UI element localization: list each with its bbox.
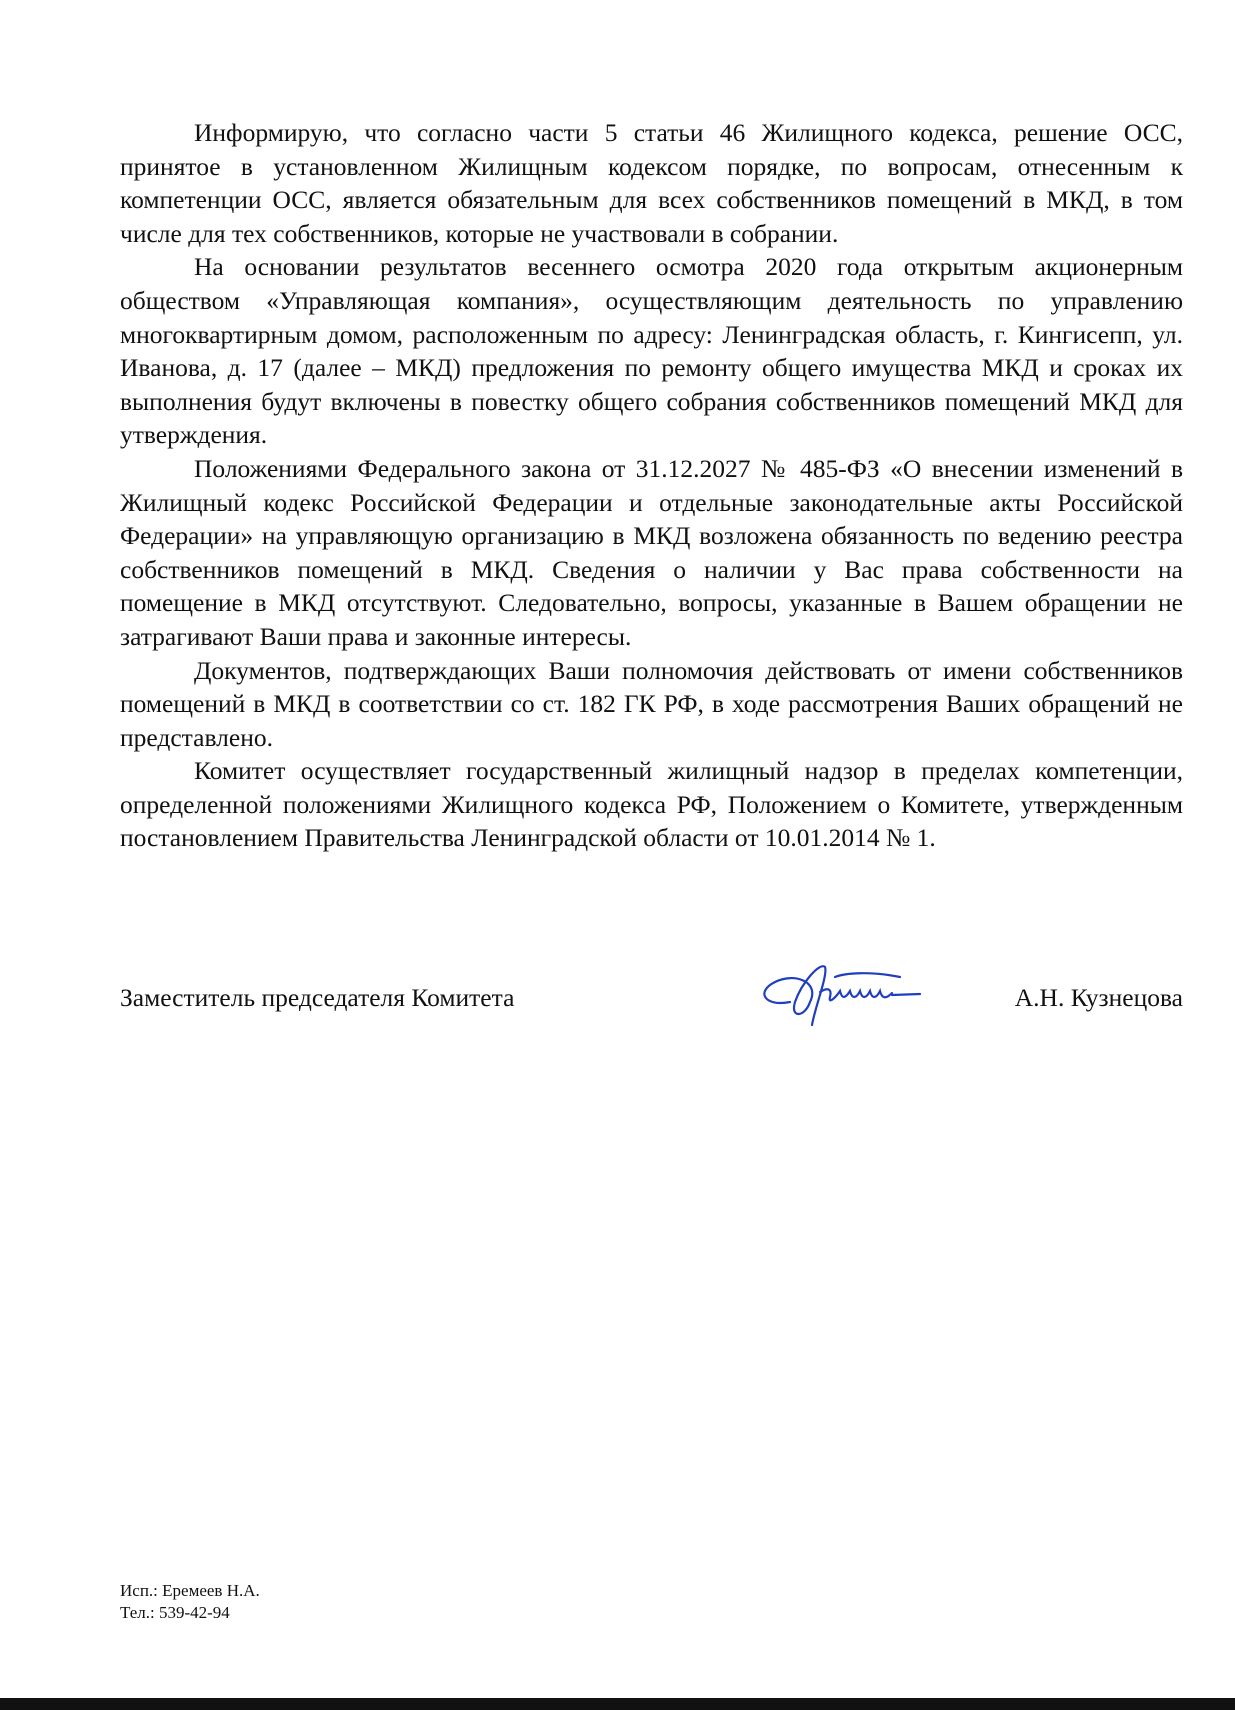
- executor-phone: Тел.: 539-42-94: [120, 1603, 230, 1622]
- paragraph: Комитет осуществляет государственный жилищный надзор в пределах компетенции, определенной положениями Жилищного кодекса РФ, Положением о Комитете, утвержденным постановлением Правительства Ленинградской области от 10.01.2014 № 1.: [120, 756, 1183, 853]
- handwritten-signature: [750, 947, 940, 1037]
- signer-title: Заместитель председателя Комитета: [120, 983, 515, 1012]
- letter-body: [120, 116, 1183, 855]
- scan-edge: [0, 1698, 1235, 1710]
- paragraph: Документов, подтверждающих Ваши полномочия действовать от имени собственников помещений в МКД в соответствии со ст. 182 ГК РФ, в ходе рассмотрения Ваших обращений не представлено.: [120, 655, 1183, 752]
- signer-name: А.Н. Кузнецова: [1014, 983, 1183, 1012]
- paragraph: Информирую, что согласно части 5 статьи 46 Жилищного кодекса, решение ОСС, принятое в установленном Жилищным кодексом порядке, по вопросам, отнесенным к компетенции ОСС, является обязательным для всех собственников помещений в МКД, в том числе для тех собственников, которые не участвовали в собрании.: [120, 118, 1183, 248]
- executor-footer: [120, 1580, 260, 1624]
- paragraph: На основании результатов весеннего осмотра 2020 года открытым акционерным обществом «Управляющая компания», осуществляющим деятельность по управлению многоквартирным домом, расположенным по адресу: Ленинградская область, г. Кингисепп, ул. Иванова, д. 17 (далее – МКД) предложения по ремонту общего имущества МКД и сроках их выполнения будут включены в повестку общего собрания собственников помещений МКД для утверждения.: [120, 252, 1183, 450]
- executor-name: Исп.: Еремеев Н.А.: [120, 1581, 260, 1600]
- paragraph: Положениями Федерального закона от 31.12.2027 № 485-ФЗ «О внесении изменений в Жилищный кодекс Российской Федерации и отдельные законодательные акты Российской Федерации» на управляющую организацию в МКД возложена обязанность по ведению реестра собственников помещений в МКД. Сведения о наличии у Вас права собственности на помещение в МКД отсутствуют. Следовательно, вопросы, указанные в Вашем обращении не затрагивают Ваши права и законные интересы.: [120, 453, 1183, 651]
